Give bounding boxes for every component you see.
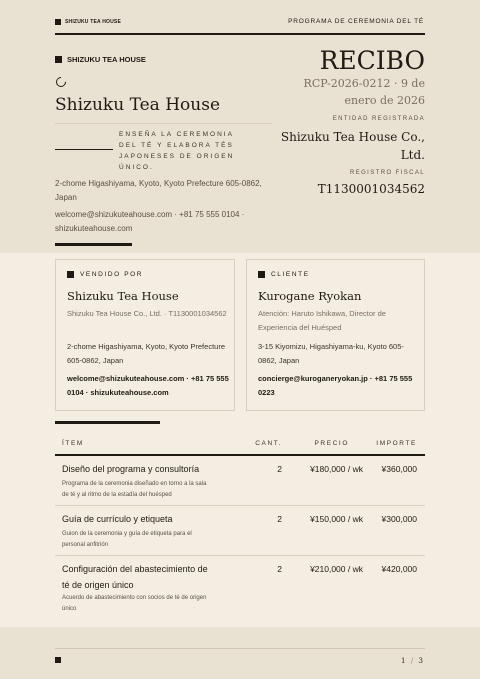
page-total: 3 bbox=[418, 656, 424, 665]
company-tagline: ENSEÑA LA CEREMONIA DEL TÉ Y ELABORA TÉS JAPONESES DE ORIGEN ÚNICO. bbox=[119, 131, 235, 171]
row-1-qty: 2 bbox=[277, 464, 282, 474]
row-2-qty: 2 bbox=[277, 514, 282, 524]
footer-rule bbox=[55, 648, 425, 649]
client-card bbox=[246, 259, 425, 411]
receipt-title: RECIBO bbox=[319, 46, 425, 75]
brand-square-icon bbox=[55, 56, 62, 63]
seller-address: 2-chome Higashiyama, Kyoto, Kyoto Prefecture 605-0862, Japan bbox=[67, 342, 225, 365]
row-2-desc: Guion de la ceremonia y guía de etiqueta para el personal anfitrión bbox=[62, 531, 192, 548]
col-header-amount: IMPORTE bbox=[376, 440, 417, 447]
company-name: Shizuku Tea House bbox=[55, 95, 221, 115]
client-heading bbox=[258, 271, 310, 278]
client-contact: concierge@kuroganeryokan.jp · +81 75 555 0223 bbox=[258, 374, 413, 397]
row-2-amount: ¥300,000 bbox=[381, 514, 417, 524]
accent-bar bbox=[55, 243, 132, 246]
row-divider bbox=[55, 555, 425, 556]
seller-name: Shizuku Tea House bbox=[67, 289, 179, 303]
seller-legal: Shizuku Tea House Co., Ltd. · T1130001034562 bbox=[67, 309, 227, 318]
topbar-brand-label: SHIZUKU TEA HOUSE bbox=[65, 19, 121, 25]
topbar-brand bbox=[55, 19, 121, 25]
col-header-price: PRECIO bbox=[314, 440, 349, 447]
brand-label-text: SHIZUKU TEA HOUSE bbox=[67, 55, 146, 64]
row-2-price: ¥150,000 / wk bbox=[310, 514, 363, 524]
row-1-price: ¥180,000 / wk bbox=[310, 464, 363, 474]
col-header-qty: CANT. bbox=[255, 440, 282, 447]
brand-label bbox=[55, 55, 146, 64]
page-indicator bbox=[401, 656, 424, 665]
footer-square-icon bbox=[55, 657, 61, 663]
registered-entity: Shizuku Tea House Co., Ltd. bbox=[280, 130, 425, 162]
receipt-number-date: RCP-2026-0212 · 9 de enero de 2026 bbox=[303, 77, 425, 107]
row-1-desc: Programa de la ceremonia diseñado en torno a la sala de té y al ritmo de la estadía del huésped bbox=[62, 481, 207, 498]
page-current: 1 bbox=[400, 656, 407, 665]
seller-heading bbox=[67, 271, 143, 278]
page-separator: / bbox=[410, 656, 415, 665]
col-header-item: ÍTEM bbox=[62, 440, 84, 447]
row-3-amount: ¥420,000 bbox=[381, 564, 417, 574]
heading-square-icon bbox=[67, 271, 74, 278]
client-name: Kurogane Ryokan bbox=[258, 289, 362, 303]
top-divider bbox=[55, 33, 425, 35]
row-2-name: Guía de currículo y etiqueta bbox=[62, 514, 173, 524]
row-3-name: Configuración del abastecimiento de té de origen único bbox=[62, 564, 208, 590]
row-1-name: Diseño del programa y consultoría bbox=[62, 464, 200, 474]
registered-entity-label: ENTIDAD REGISTRADA bbox=[332, 116, 425, 122]
table-header-rule bbox=[55, 454, 425, 456]
program-label: PROGRAMA DE CEREMONIA DEL TÉ bbox=[288, 18, 424, 25]
seller-card bbox=[55, 259, 235, 411]
table-accent-bar bbox=[55, 421, 160, 424]
row-3-qty: 2 bbox=[277, 564, 282, 574]
row-divider bbox=[55, 505, 425, 506]
seller-contact: welcome@shizukuteahouse.com · +81 75 555 0104 · shizukuteahouse.com bbox=[67, 374, 229, 397]
hairline-divider bbox=[55, 123, 272, 124]
row-1-amount: ¥360,000 bbox=[381, 464, 417, 474]
footer-band bbox=[0, 627, 480, 679]
seller-heading-text: VENDIDO POR bbox=[80, 271, 144, 278]
tax-id: T1130001034562 bbox=[317, 182, 425, 196]
heading-square-icon bbox=[258, 271, 265, 278]
company-address: 2-chome Higashiyama, Kyoto, Kyoto Prefecture 605-0862, Japan bbox=[55, 179, 262, 202]
client-heading-text: CLIENTE bbox=[271, 271, 310, 278]
tax-registry-label: REGISTRO FISCAL bbox=[349, 170, 425, 176]
row-3-price: ¥210,000 / wk bbox=[310, 564, 363, 574]
row-3-desc: Acuerdo de abastecimiento con socios de té de origen único bbox=[62, 595, 207, 612]
brand-square-icon bbox=[55, 19, 61, 25]
company-contact: welcome@shizukuteahouse.com · +81 75 555 0104 · shizukuteahouse.com bbox=[55, 210, 245, 233]
client-address: 3-15 Kiyomizu, Higashiyama-ku, Kyoto 605-0862, Japan bbox=[258, 342, 404, 365]
client-attention: Atención: Haruto Ishikawa, Director de Experiencia del Huésped bbox=[258, 309, 386, 332]
tagline-rule bbox=[55, 149, 113, 150]
